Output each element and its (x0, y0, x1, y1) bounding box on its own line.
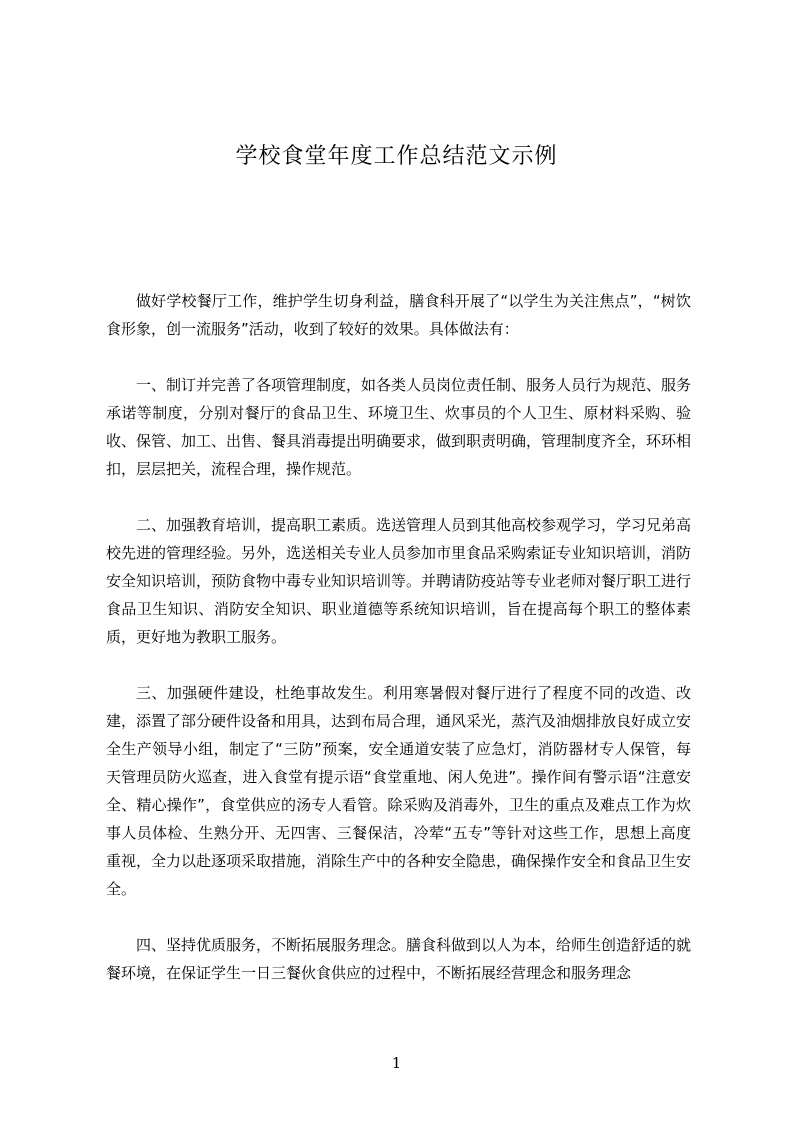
document-body (106, 287, 691, 1015)
paragraph-intro: 做好学校餐厅工作，维护学生切身利益，膳食科开展了“以学生为关注焦点”，“树饮食形象，创一流服务”活动，收到了较好的效果。具体做法有： (106, 292, 691, 338)
document-title: 学校食堂年度工作总结范文示例 (235, 144, 558, 169)
page-number: 1 (391, 1054, 402, 1072)
paragraph-quality-service: 四、坚持优质服务，不断拓展服务理念。膳食科做到以人为本，给师生创造舒适的就餐环境，在保证学生一日三餐伙食供应的过程中，不断拓展经营理念和服务理念 (106, 936, 692, 982)
paragraph-management-system: 一、制订并完善了各项管理制度，如各类人员岗位责任制、服务人员行为规范、服务承诺等制度，分别对餐厅的食品卫生、环境卫生、炊事员的个人卫生、原材料采购、验收、保管、加工、出售、餐具消毒提出明确要求，做到职责明确，管理制度齐全，环环相扣，层层把关，流程合理，操作规范。 (106, 376, 692, 478)
paragraph-training: 二、加强教育培训，提高职工素质。选送管理人员到其他高校参观学习，学习兄弟高校先进的管理经验。另外，选送相关专业人员参加市里食品采购索证专业知识培训，消防安全知识培训，预防食物中毒专业知识培训等。并聘请防疫站等专业老师对餐厅职工进行食品卫生知识、消防安全知识、职业道德等系统知识培训，旨在提高每个职工的整体素质，更好地为教职工服务。 (106, 516, 692, 646)
paragraph-hardware-safety: 三、加强硬件建设，杜绝事故发生。利用寒暑假对餐厅进行了程度不同的改造、改建，添置了部分硬件设备和用具，达到布局合理，通风采光，蒸汽及油烟排放良好成立安全生产领导小组，制定了“三防”预案，安全通道安装了应急灯，消防器材专人保管，每天管理员防火巡查，进入食堂有提示语“食堂重地、闲人免进”。操作间有警示语“注意安全、精心操作”，食堂供应的汤专人看管。除采购及消毒外，卫生的重点及难点工作为炊事人员体检、生熟分开、无四害、三餐保洁，冷荤“五专”等针对这些工作，思想上高度重视，全力以赴逐项采取措施，消除生产中的各种安全隐患，确保操作安全和食品卫生安全。 (106, 684, 692, 898)
